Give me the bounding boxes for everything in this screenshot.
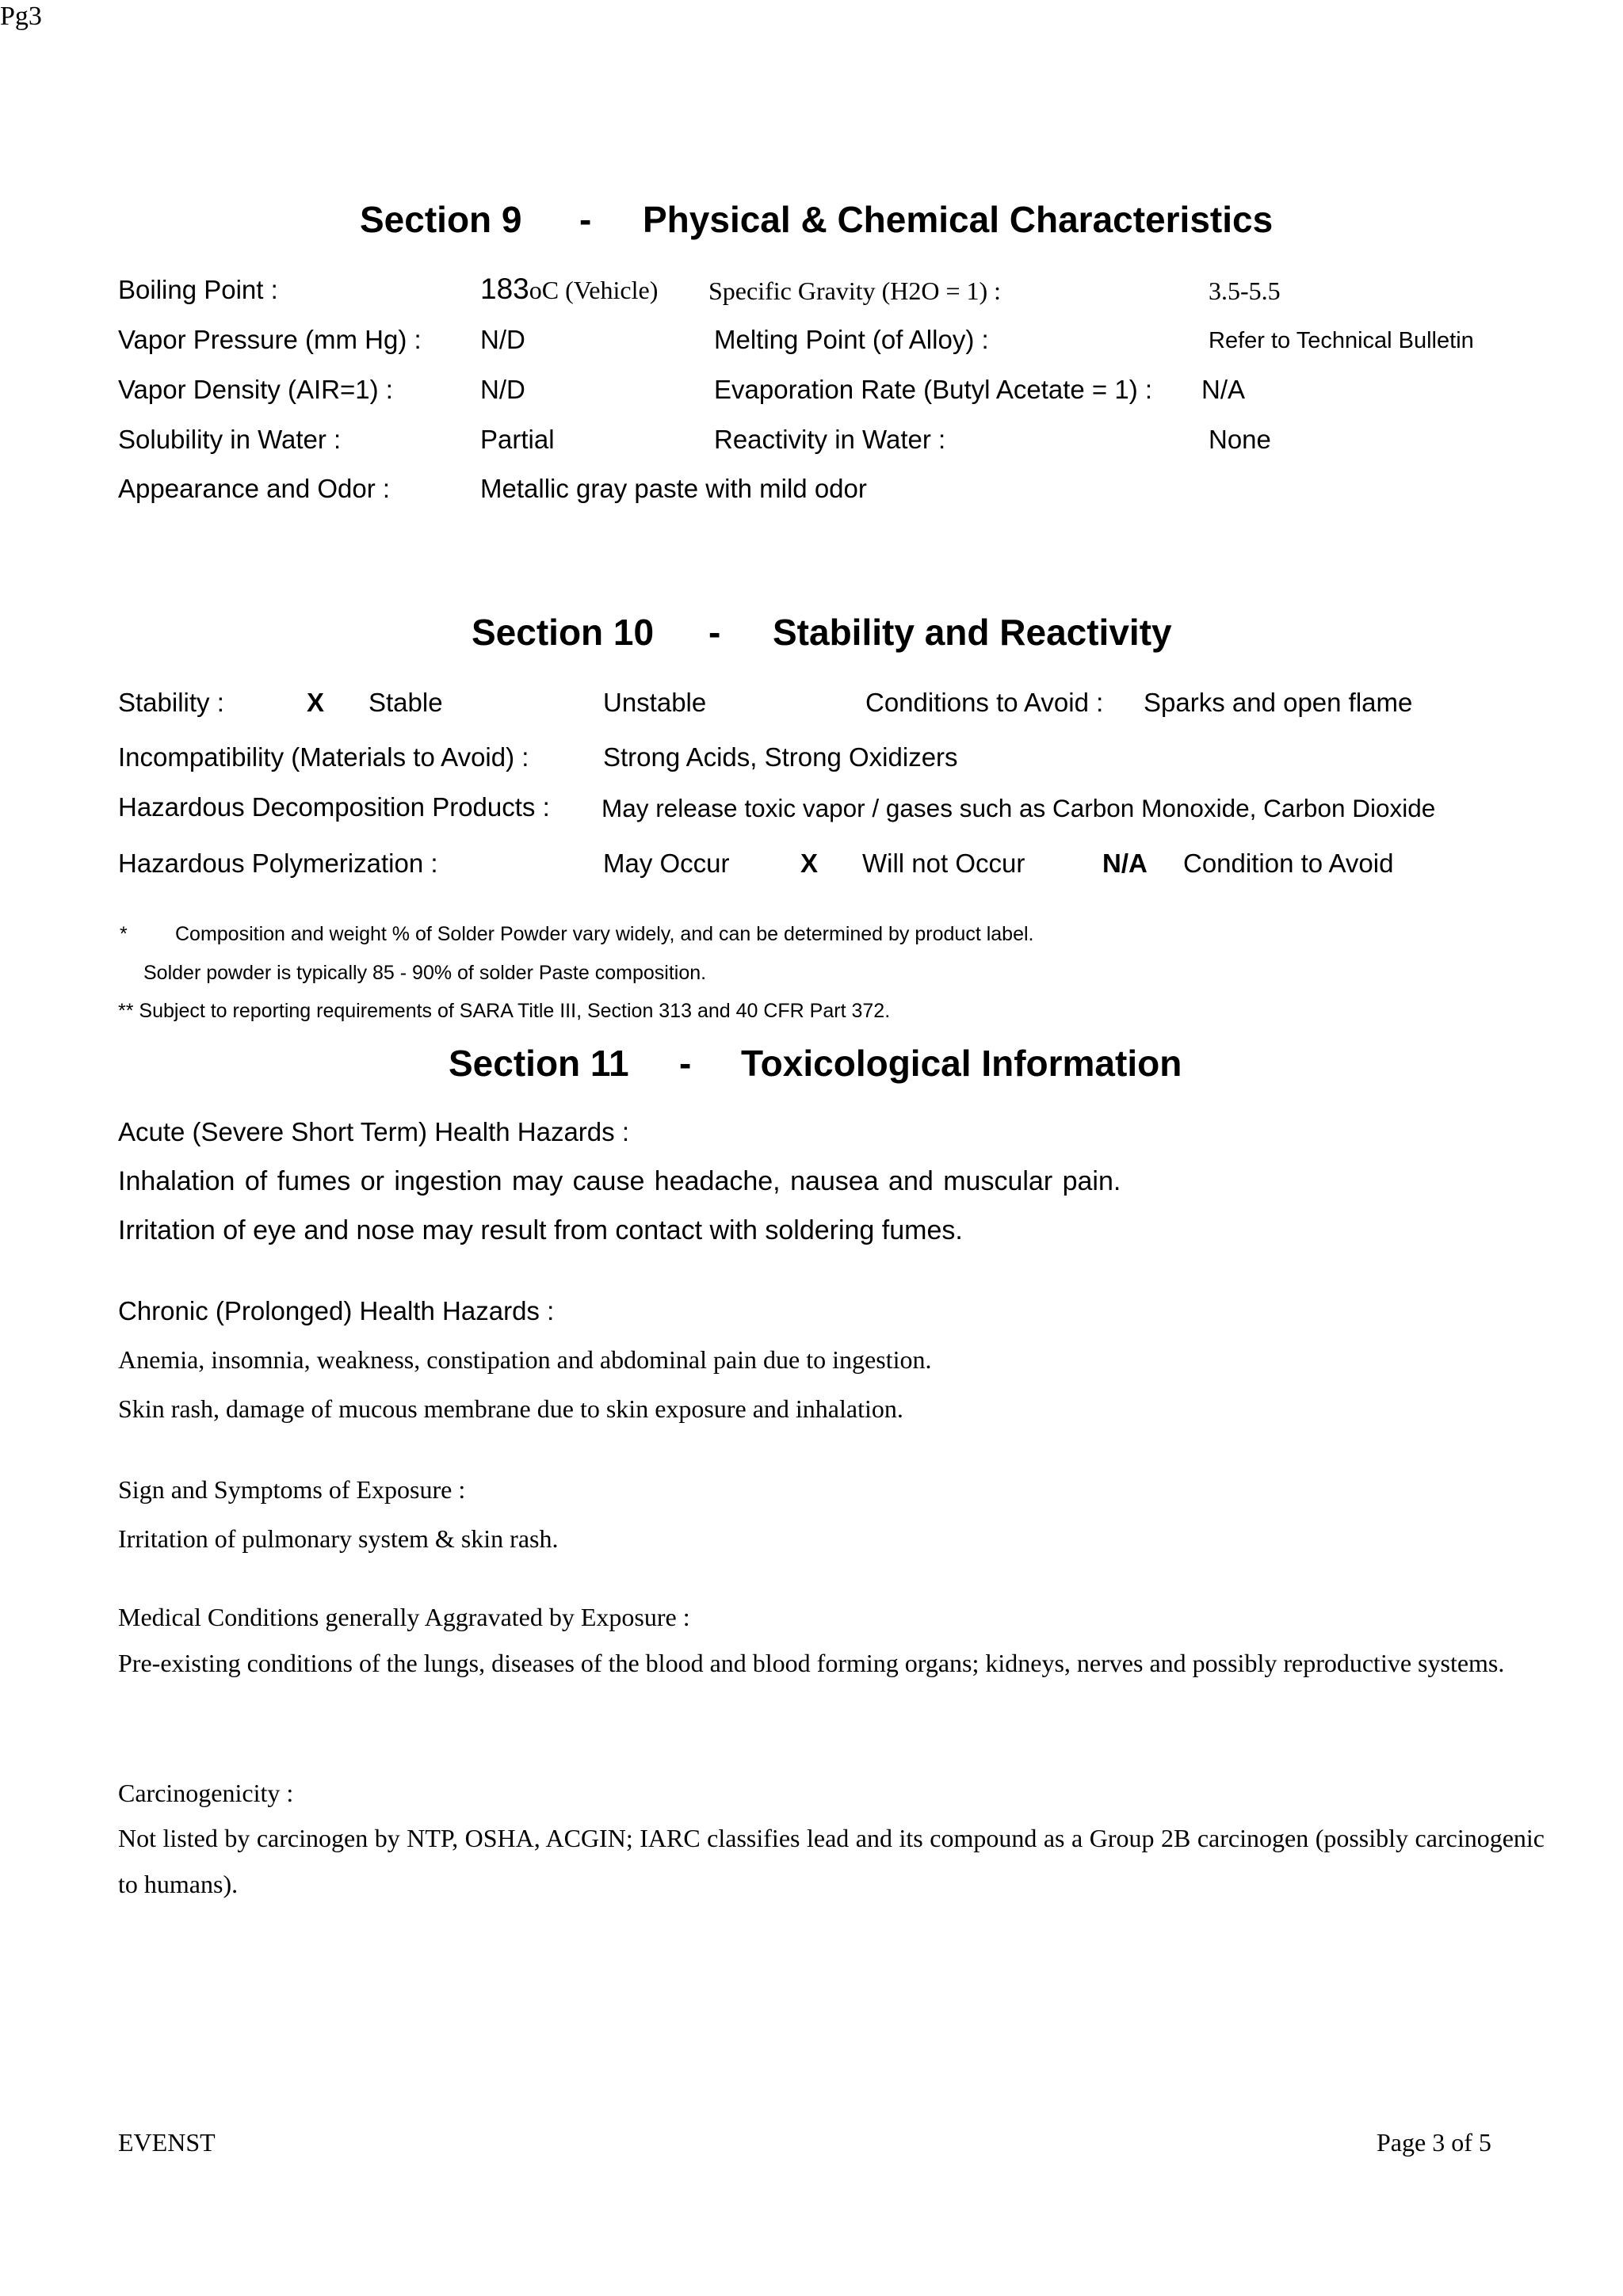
footer-company: EVENST — [118, 2128, 216, 2157]
incompatibility-label: Incompatibility (Materials to Avoid) : — [118, 742, 529, 772]
note-solder-powder: Solder powder is typically 85 - 90% of solder Paste composition. — [143, 962, 707, 984]
evaporation-rate-value: N/A — [1201, 375, 1246, 404]
section-9-title: Section 9 — [360, 199, 522, 240]
sign-label: Sign and Symptoms of Exposure : — [118, 1475, 466, 1504]
note-star: * — [120, 923, 128, 945]
solubility-value: Partial — [480, 425, 555, 454]
na-label: N/A — [1102, 849, 1148, 878]
vapor-density-value: N/D — [480, 375, 525, 404]
section-10-title: Section 10 — [472, 612, 655, 653]
page-tag: Pg3 — [0, 2, 42, 31]
reactivity-label: Reactivity in Water : — [714, 425, 946, 454]
stable-label: Stable — [369, 688, 443, 717]
reactivity-value: None — [1209, 425, 1271, 454]
chronic-line-1: Anemia, insomnia, weakness, constipation and abdominal pain due to ingestion. — [118, 1345, 932, 1374]
boiling-point-value — [480, 273, 658, 306]
polymerization-mark: X — [800, 849, 819, 878]
melting-point-label: Melting Point (of Alloy) : — [714, 325, 989, 354]
section-9-subtitle: Physical & Chemical Characteristics — [643, 199, 1274, 240]
section-11-dash: - — [679, 1043, 692, 1084]
chronic-line-2: Skin rash, damage of mucous membrane due to skin exposure and inhalation. — [118, 1394, 903, 1423]
conditions-value: Sparks and open flame — [1144, 688, 1413, 717]
solubility-label: Solubility in Water : — [118, 425, 342, 454]
specific-gravity-label: Specific Gravity (H2O = 1) : — [708, 277, 1002, 305]
medical-text: Pre-existing conditions of the lungs, diseases of the blood and blood forming organs; kidneys, nerves and possibly reproductive systems. — [118, 1649, 1505, 1677]
boiling-point-number: 183 — [480, 273, 529, 305]
note-sara: ** Subject to reporting requirements of SARA Title III, Section 313 and 40 CFR Part 372. — [118, 1000, 891, 1022]
sign-line-1: Irritation of pulmonary system & skin rash. — [118, 1524, 559, 1553]
appearance-label: Appearance and Odor : — [118, 474, 391, 503]
acute-line-2: Irritation of eye and nose may result from contact with soldering fumes. — [118, 1215, 963, 1245]
acute-line-1: Inhalation of fumes or ingestion may cause headache, nausea and muscular pain. — [118, 1166, 1121, 1196]
section-10-subtitle: Stability and Reactivity — [773, 612, 1172, 653]
vapor-density-label: Vapor Density (AIR=1) : — [118, 375, 393, 404]
vapor-pressure-label: Vapor Pressure (mm Hg) : — [118, 325, 422, 354]
condition-to-avoid-label: Condition to Avoid — [1183, 849, 1394, 878]
boiling-point-label: Boiling Point : — [118, 275, 278, 304]
may-occur-label: May Occur — [603, 849, 730, 878]
incompatibility-value: Strong Acids, Strong Oxidizers — [603, 742, 958, 772]
boiling-point-unit: oC (Vehicle) — [529, 276, 659, 304]
acute-label: Acute (Severe Short Term) Health Hazards : — [118, 1117, 629, 1146]
conditions-label: Conditions to Avoid : — [865, 688, 1104, 717]
decomposition-label: Hazardous Decomposition Products : — [118, 792, 550, 822]
medical-label: Medical Conditions generally Aggravated by Exposure : — [118, 1603, 690, 1631]
stability-mark: X — [307, 688, 325, 717]
note-composition: Composition and weight % of Solder Powder vary widely, and can be determined by product label. — [175, 923, 1034, 945]
polymerization-label: Hazardous Polymerization : — [118, 849, 438, 878]
section-9-dash: - — [579, 199, 592, 240]
appearance-value: Metallic gray paste with mild odor — [480, 474, 867, 503]
decomposition-value: May release toxic vapor / gases such as Carbon Monoxide, Carbon Dioxide — [601, 794, 1436, 822]
section-10-dash: - — [708, 612, 721, 653]
melting-point-value: Refer to Technical Bulletin — [1209, 328, 1474, 353]
section-11-title: Section 11 — [449, 1043, 629, 1084]
stability-label: Stability : — [118, 688, 224, 717]
carcinogenicity-label: Carcinogenicity : — [118, 1779, 294, 1807]
evaporation-rate-label: Evaporation Rate (Butyl Acetate = 1) : — [714, 375, 1153, 404]
unstable-label: Unstable — [603, 688, 707, 717]
section-11-subtitle: Toxicological Information — [741, 1043, 1182, 1084]
chronic-label: Chronic (Prolonged) Health Hazards : — [118, 1296, 555, 1325]
will-not-occur-label: Will not Occur — [862, 849, 1025, 878]
carcinogenicity-text: Not listed by carcinogen by NTP, OSHA, ACGIN; IARC classifies lead and its compound as a Group 2B carcinogen (possibly carcinogenic to humans). — [118, 1824, 1545, 1898]
footer-page-number: Page 3 of 5 — [1377, 2128, 1491, 2157]
vapor-pressure-value: N/D — [480, 325, 525, 354]
specific-gravity-value: 3.5-5.5 — [1209, 277, 1281, 305]
